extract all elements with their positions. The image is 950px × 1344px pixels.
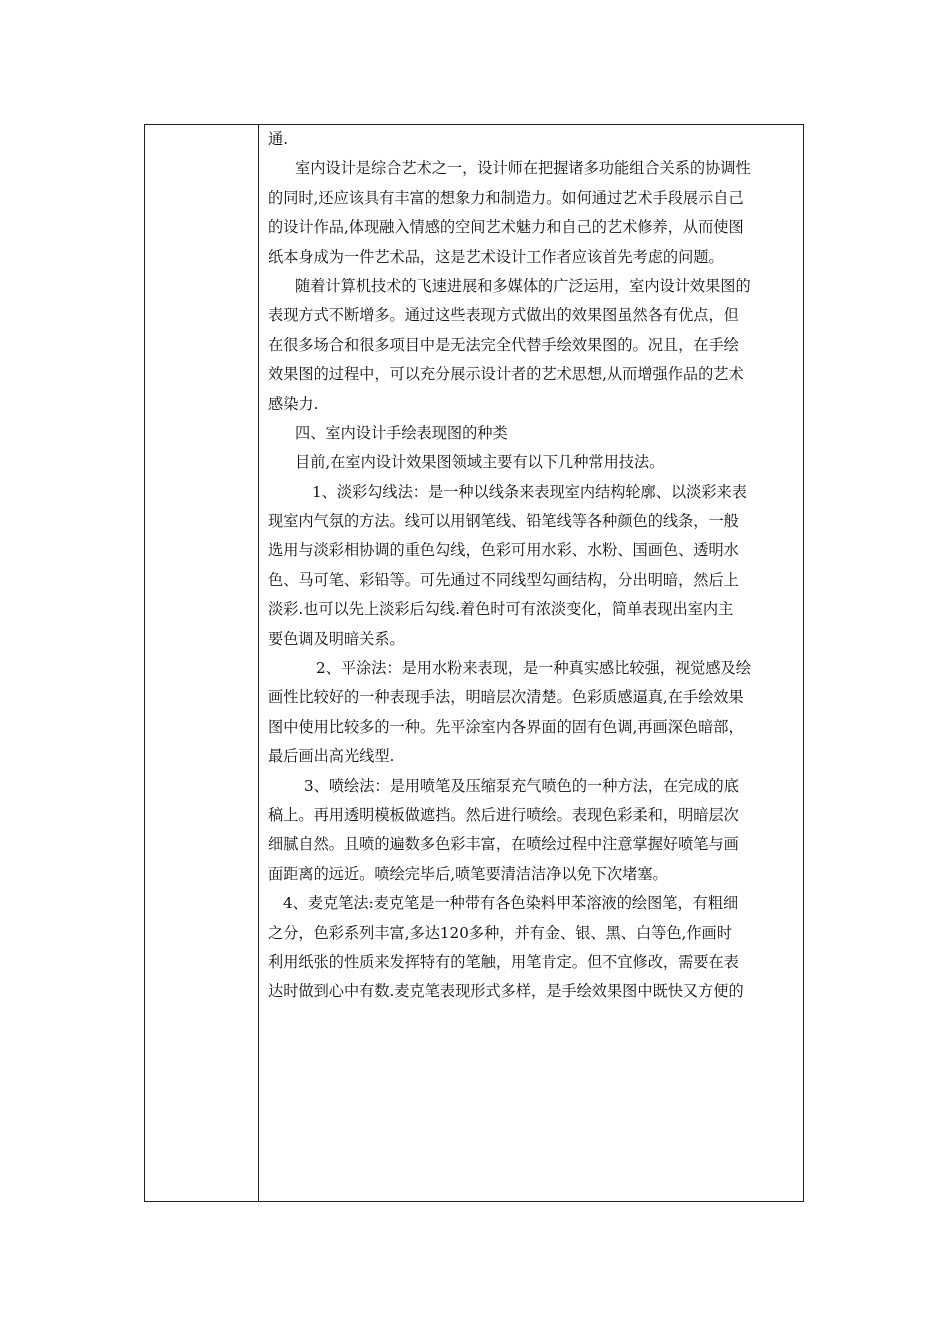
text-line: 淡彩.也可以先上淡彩后勾线.着色时可有浓淡变化，简单表现出室内主 [268,600,734,619]
text-line: 图中使用比较多的一种。先平涂室内各界面的固有色调,再画深色暗部， [268,717,744,736]
text-line: 纸本身成为一件艺术品，这是艺术设计工作者应该首先考虑的问题。 [268,247,724,266]
text-line: 细腻自然。且喷的遍数多色彩丰富，在喷绘过程中注意掌握好喷笔与画 [268,835,739,854]
text-line: 目前,在室内设计效果图领域主要有以下几种常用技法。 [295,453,665,472]
text-line: 感染力. [268,394,319,413]
text-line: 稿上。再用透明模板做遮挡。然后进行喷绘。表现色彩柔和，明暗层次 [268,805,739,824]
text-line: 2、平涂法：是用水粉来表现，是一种真实感比较强，视觉感及绘 [316,659,751,678]
table-text-cell [259,125,803,1201]
content-table [144,124,804,1202]
text-line: 3、喷绘法：是用喷笔及压缩泵充气喷色的一种方法，在完成的底 [304,776,739,795]
text-line: 选用与淡彩相协调的重色勾线，色彩可用水彩、水粉、国画色、透明水 [268,541,739,560]
text-line: 面距离的远近。喷绘完毕后,喷笔要清洁洁净以免下次堵塞。 [268,864,668,883]
text-line: 随着计算机技术的飞速进展和多媒体的广泛运用，室内设计效果图的 [295,276,751,295]
text-line: 现室内气氛的方法。线可以用钢笔线、铅笔线等各种颜色的线条，一般 [268,512,739,531]
text-line: 表现方式不断增多。通过这些表现方式做出的效果图虽然各有优点，但 [268,306,739,325]
text-line: 的同时,还应该具有丰富的想象力和制造力。如何通过艺术手段展示自己 [268,188,744,207]
text-line: 通. [268,130,289,148]
text-line: 利用纸张的性质来发挥特有的笔触，用笔肯定。但不宜修改，需要在表 [268,952,739,971]
text-line: 1、淡彩勾线法：是一种以线条来表现室内结构轮廓、以淡彩来表 [312,482,747,501]
text-line: 最后画出高光线型. [268,747,395,766]
text-line: 效果图的过程中，可以充分展示设计者的艺术思想,从而增强作品的艺术 [268,365,744,384]
text-line: 在很多场合和很多项目中是无法完全代替手绘效果图的。况且，在手绘 [268,335,739,354]
text-line: 画性比较好的一种表现手法，明暗层次清楚。色彩质感逼真,在手绘效果 [268,688,744,707]
text-line: 之分，色彩系列丰富,多达120多种，并有金、银、黑、白等色,作画时 [268,923,732,942]
text-line: 室内设计是综合艺术之一，设计师在把握诸多功能组合关系的协调性 [295,159,751,178]
text-line: 的设计作品,体现融入情感的空间艺术魅力和自己的艺术修养，从而使图 [268,218,744,237]
text-line: 要色调及明暗关系。 [268,629,405,648]
text-line: 4、麦克笔法:麦克笔是一种带有各色染料甲苯溶液的绘图笔，有粗细 [283,894,739,913]
text-line: 达时做到心中有数.麦克笔表现形式多样，是手绘效果图中既快又方便的 [268,982,744,1001]
table-left-cell [145,125,259,1201]
text-line: 色、马可笔、彩铅等。可先通过不同线型勾画结构，分出明暗，然后上 [268,570,739,589]
text-line: 四、室内设计手绘表现图的种类 [295,423,508,442]
